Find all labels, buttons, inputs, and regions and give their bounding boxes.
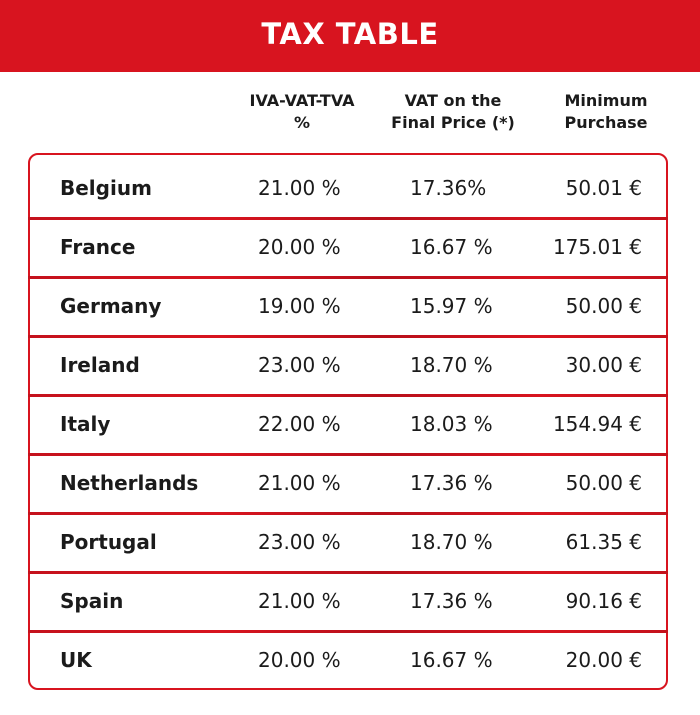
table-row-france bbox=[30, 218, 666, 277]
rate-cell: 21.00 % bbox=[258, 176, 341, 200]
rate-cell: 21.00 % bbox=[258, 589, 341, 613]
min-purchase-cell: 154.94 € bbox=[552, 412, 642, 436]
country-cell: Netherlands bbox=[60, 471, 199, 495]
country-cell: Spain bbox=[60, 589, 124, 613]
vat-final-cell: 17.36 % bbox=[410, 471, 493, 495]
country-cell: Germany bbox=[60, 294, 162, 318]
country-cell: UK bbox=[60, 648, 92, 672]
vat-final-cell: 18.03 % bbox=[410, 412, 493, 436]
vat-final-cell: 18.70 % bbox=[410, 353, 493, 377]
table-row-ireland bbox=[30, 336, 666, 395]
table-row-spain bbox=[30, 572, 666, 631]
country-cell: Belgium bbox=[60, 176, 152, 200]
rate-cell: 23.00 % bbox=[258, 530, 341, 554]
rate-cell: 22.00 % bbox=[258, 412, 341, 436]
column-header-min-purchase: Minimum Purchase bbox=[564, 91, 648, 132]
vat-final-cell: 18.70 % bbox=[410, 530, 493, 554]
min-purchase-cell: 50.00 € bbox=[565, 294, 642, 318]
vat-final-cell: 16.67 % bbox=[410, 235, 493, 259]
table-row-belgium bbox=[30, 159, 666, 218]
vat-final-cell: 15.97 % bbox=[410, 294, 493, 318]
table-row-netherlands bbox=[30, 454, 666, 513]
min-purchase-cell: 90.16 € bbox=[565, 589, 642, 613]
vat-final-cell: 17.36 % bbox=[410, 589, 493, 613]
rate-cell: 19.00 % bbox=[258, 294, 341, 318]
table-row-portugal bbox=[30, 513, 666, 572]
min-purchase-cell: 50.00 € bbox=[565, 471, 642, 495]
column-header-rate: IVA-VAT-TVA % bbox=[249, 91, 355, 132]
min-purchase-cell: 20.00 € bbox=[565, 648, 642, 672]
country-cell: France bbox=[60, 235, 136, 259]
column-headers bbox=[0, 90, 700, 140]
min-purchase-cell: 61.35 € bbox=[565, 530, 642, 554]
min-purchase-cell: 175.01 € bbox=[552, 235, 642, 259]
country-cell: Portugal bbox=[60, 530, 157, 554]
rate-cell: 21.00 % bbox=[258, 471, 341, 495]
vat-final-cell: 16.67 % bbox=[410, 648, 493, 672]
vat-final-cell: 17.36% bbox=[410, 176, 487, 200]
page-title: TAX TABLE bbox=[261, 17, 439, 51]
rate-cell: 20.00 % bbox=[258, 648, 341, 672]
rate-cell: 23.00 % bbox=[258, 353, 341, 377]
header-banner bbox=[0, 0, 700, 72]
table-row-germany bbox=[30, 277, 666, 336]
min-purchase-cell: 50.01 € bbox=[565, 176, 642, 200]
country-cell: Ireland bbox=[60, 353, 140, 377]
column-header-vat-final: VAT on the Final Price (*) bbox=[391, 91, 515, 132]
min-purchase-cell: 30.00 € bbox=[565, 353, 642, 377]
table-row-italy bbox=[30, 395, 666, 454]
tax-table bbox=[28, 153, 668, 690]
rate-cell: 20.00 % bbox=[258, 235, 341, 259]
table-row-uk bbox=[30, 631, 666, 690]
country-cell: Italy bbox=[60, 412, 111, 436]
